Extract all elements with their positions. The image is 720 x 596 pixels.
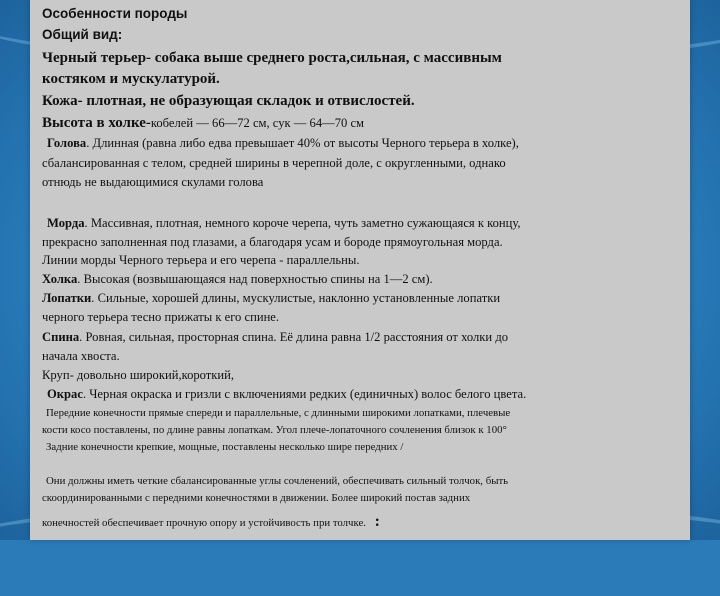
angles-line-3: конечностей обеспечивает прочную опору и устойчивость при толчке. : (42, 513, 380, 530)
angles-line-1: Они должны иметь четкие сбалансированные углы сочленений, обеспечивать сильный толчок, быть (46, 475, 509, 487)
muzzle-line-3: Линии морды Черного терьера и его черепа - параллельны. (42, 253, 360, 267)
page-title: Особенности породы (42, 6, 188, 21)
croup-line: Круп- довольно широкий,короткий, (42, 368, 235, 382)
section-subtitle: Общий вид: (42, 27, 123, 42)
coat-line: Окрас. Черная окраска и гризли с включениями редких (единичных) волос белого цвета. (47, 387, 527, 401)
back-label: Спина (42, 330, 80, 344)
angles-line-2: скоординированными с передними конечностями в движении. Более широкий постав задних (42, 492, 471, 504)
height-text: кобелей — 66—72 см, сук — 64—70 см (150, 116, 365, 130)
forelimbs-line-2: кости косо поставлены, по длине равны лопаткам. Угол плече-лопаточного сочленения близок к 100° (42, 424, 507, 436)
muzzle-line-2: прекрасно заполненная под глазами, а благодаря усам и бороде прямоугольная морда. (42, 235, 503, 249)
muzzle-line-1: Морда. Массивная, плотная, немного короче черепа, чуть заметно сужающаяся к концу, (47, 216, 521, 230)
head-label: Голова (47, 136, 87, 150)
head-line-1: Голова. Длинная (равна либо едва превышает 40% от высоты Черного терьера в холке), (47, 136, 519, 150)
skin-line: Кожа- плотная, не образующая складок и отвислостей. (42, 93, 415, 109)
shoulders-line-1: Лопатки. Сильные, хорошей длины, мускулистые, наклонно установленные лопатки (42, 291, 501, 305)
shoulders-line-2: черного терьера тесно прижаты к его спине. (42, 310, 280, 324)
end-mark: : (374, 513, 380, 530)
hindlimbs-line: Задние конечности крепкие, мощные, поставлены несколько шире передних / (46, 441, 404, 453)
height-label: Высота в холке- (42, 115, 151, 131)
muzzle-label: Морда (47, 216, 85, 230)
head-line-2: сбалансированная с телом, средней ширины в черепной доле, с округленными, однако (42, 156, 506, 170)
coat-label: Окрас (47, 387, 83, 401)
withers-label: Холка (42, 272, 78, 286)
back-line-1: Спина. Ровная, сильная, просторная спина. Её длина равна 1/2 расстояния от холки до (42, 330, 509, 344)
shoulders-label: Лопатки (42, 291, 92, 305)
height-line (42, 115, 364, 132)
back-line-2: начала хвоста. (42, 349, 120, 363)
forelimbs-line-1: Передние конечности прямые спереди и параллельные, с длинными широкими лопатками, плечевые (46, 407, 511, 419)
head-line-3: отнюдь не выдающимися скулами голова (42, 175, 264, 189)
withers-line: Холка. Высокая (возвышающаяся над поверхностью спины на 1—2 см). (42, 272, 433, 286)
general-line-2: костяком и мускулатурой. (42, 71, 220, 87)
general-line-1: Черный терьер- собака выше среднего роста,сильная, с массивным (42, 50, 502, 66)
